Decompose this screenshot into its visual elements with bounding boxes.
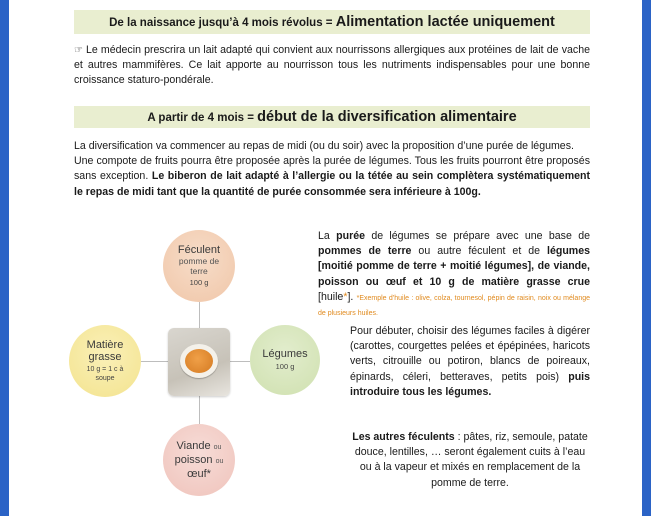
puree-t7: [huile <box>318 290 344 303</box>
viande-ou2: ou <box>215 458 224 465</box>
matiere-title: Matière grasse <box>86 339 124 363</box>
connector-line <box>141 361 168 362</box>
viande-ou1: ou <box>213 444 222 451</box>
section2-heading <box>74 106 590 128</box>
viande-last: œuf* <box>187 468 211 480</box>
puree-t6: légumes [moitié pomme de terre + moitié légumes], de viande, poisson ou œuf et 10 g de matière grasse crue <box>318 245 590 288</box>
puree-t5: ou autre féculent et de <box>411 245 548 258</box>
section1-paragraph <box>74 43 590 89</box>
viande-title: Viande <box>176 440 211 452</box>
circle-legumes <box>250 325 320 395</box>
puree-t3: de légumes se prépare avec une base de <box>364 230 590 242</box>
autres-text: : pâtes, riz, semoule, patate douce, lentilles, … seront également cuits à l’eau ou à la vapeur et mixés en remplacement de la pomme de terre. <box>354 431 588 489</box>
puree-paragraph <box>318 229 590 320</box>
autres-bold: Les autres féculents <box>352 431 455 443</box>
puree-t9: ]. <box>347 290 357 303</box>
section2-line2-bold: Le biberon de lait adapté à l’allergie ou la tétée au sein complètera systématiquement le repas de midi tant que la quantité de purée consommée sera inférieure à 100g. <box>74 170 590 198</box>
section1-text: Le médecin prescrira un lait adapté qui convient aux nourrissons allergiques aux protéines de lait de vache et autres mammifères. Ce lait apporte au nourrisson tous les nutriments indispensables pour une bonne croissance staturo-pondérale. <box>74 44 590 87</box>
viande-mid: poisson <box>174 454 213 466</box>
autres-paragraph <box>350 430 590 491</box>
puree-t1: La <box>318 230 337 242</box>
oil-note: *Exemple d’huile : olive, colza, tournesol, pépin de raisin, noix ou mélange de plusieurs huiles. <box>318 294 591 318</box>
feculent-qty: 100 g <box>189 278 209 287</box>
feculent-title: Féculent <box>177 244 221 256</box>
puree-t4: pommes de terre <box>318 245 412 258</box>
section2-heading-prefix: A partir de 4 mois = <box>147 112 258 124</box>
section2-heading-main: début de la diversification alimentaire <box>257 109 517 125</box>
puree-t8: * <box>343 290 348 303</box>
debuter-text: Pour débuter, choisir des légumes faciles à digérer (carottes, courgettes pelées et épépinées, haricots verts, citrouille ou potiron, blancs de poireaux, épinards, céleri, betteraves, petits pois) <box>350 325 590 383</box>
connector-line <box>199 302 200 328</box>
section2-line1: La diversification va commencer au repas de midi (ou du soir) avec la proposition d’une purée de légumes. <box>74 140 574 152</box>
circle-feculent <box>163 230 235 302</box>
pointing-hand-icon: ☞ <box>74 45 83 56</box>
connector-line <box>199 396 200 424</box>
section2-paragraph <box>74 139 590 200</box>
feculent-sub: pomme de terre <box>178 256 220 276</box>
matiere-qty: 10 g = 1 c à soupe <box>86 366 124 382</box>
section1-heading-prefix: De la naissance jusqu’à 4 mois révolus = <box>109 17 336 29</box>
circle-matiere-grasse <box>69 325 141 397</box>
soup-bowl-photo <box>168 328 230 396</box>
debuter-paragraph <box>350 324 590 400</box>
circle-viande <box>163 424 235 496</box>
legumes-qty: 100 g <box>275 362 295 371</box>
section2-line2: Une compote de fruits pourra être proposée après la purée de légumes. Tous les fruits pourront être proposés sans exception. <box>74 155 590 183</box>
bowl-icon <box>180 344 218 378</box>
puree-t2: purée <box>336 230 365 242</box>
debuter-bold: puis introduire tous les légumes. <box>350 370 590 398</box>
section1-heading-main: Alimentation lactée uniquement <box>335 14 555 30</box>
legumes-title: Légumes <box>262 348 308 360</box>
connector-line <box>230 361 250 362</box>
section1-heading <box>74 10 590 34</box>
